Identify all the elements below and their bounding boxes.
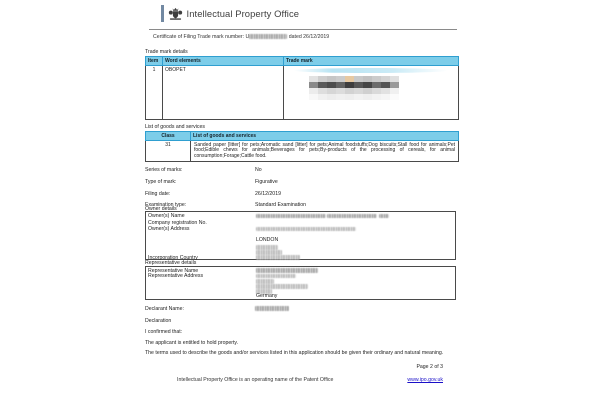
document-content [145,0,458,400]
incorporation-country-label: Incorporation Country [148,254,198,261]
field-value: Standard Examination [255,201,307,208]
company-registration-label: Company registration No. [148,219,207,226]
cell-item: 1 [146,66,163,120]
owner-details-title: Owner details [145,206,177,212]
declaration-line-2: The applicant is entitled to hold property. [145,339,239,346]
redacted-incorporation-country [256,255,300,261]
owner-name-label: Owner(s) Name [148,213,185,219]
col-header-class: Class [146,132,191,141]
trademark-details-title: Trade mark details [145,49,188,55]
col-header-trade-mark: Trade mark [284,57,459,66]
field-label: Filing date: [145,190,171,197]
ipo-logo [161,5,299,22]
representative-name-label: Representative Name [148,267,199,274]
col-header-goods-list: List of goods and services [191,132,459,141]
col-header-item: Item [146,57,163,66]
certificate-suffix: dated 26/12/2019 [288,34,330,40]
owner-address-label: Owner(s) Address [148,226,190,232]
cell-word-elements: OBOPET [163,66,284,120]
goods-services-table [145,131,459,162]
representative-address-label: Representative Address [148,273,204,279]
cell-trade-mark [284,66,459,120]
redacted-trademark-image [309,76,399,100]
certificate-prefix: Certificate of Filing Trade mark number: U [153,34,250,40]
field-label: Series of marks: [145,167,183,173]
field-value: 26/12/2019 [255,190,281,197]
field-value: Figurative [255,179,278,185]
redacted-declarant-name [255,306,289,312]
field-label: Examination type: [145,201,187,208]
table-row [146,66,459,120]
page-number: Page 2 of 3 [416,364,443,370]
representative-details-title: Representative details [145,260,197,266]
logo-accent-bar [161,5,164,22]
goods-services-title: List of goods and services [145,124,205,130]
redacted-owner-address [256,227,356,233]
declaration-title: Declaration [145,318,172,324]
owner-details-box [145,211,456,260]
cell-class: 31 [146,141,191,161]
redacted-owner-name [256,214,389,220]
representative-country: Germany [256,293,278,299]
representative-details-box [145,266,456,300]
owner-city: LONDON [256,237,279,243]
field-value: No [255,167,262,173]
declaration-line-3: The terms used to describe the goods and/or services listed in this application should be given their ordinary and natural meaning. [145,350,444,356]
highlight-smear [294,68,448,73]
cell-goods-description: Sanded paper [litter] for pets;Aromatic sand [litter] for pets;Animal foodstuffs;Dog biscuits;Stall food for animals;Pet food;Edible chews for animals;Beverages for pets;By-products of the processing of cereals, for animal consumption;Forage;Cattle food. [191,141,459,161]
header-divider [149,29,457,30]
ipo-website-link[interactable]: www.ipo.gov.uk [407,377,443,383]
field-label: Type of mark: [145,179,177,185]
certificate-line [153,34,329,40]
ipo-crest-icon [168,6,183,21]
declaration-line-1: I confirmed that: [145,329,183,335]
declarant-label: Declarant Name: [145,306,184,312]
table-row [146,141,459,161]
col-header-word-elements: Word elements [163,57,284,66]
org-name: Intellectual Property Office [186,8,300,19]
redacted-trademark-number [249,34,287,38]
trademark-details-table [145,56,459,120]
operating-name-note: Intellectual Property Office is an operating name of the Patent Office [177,377,334,383]
